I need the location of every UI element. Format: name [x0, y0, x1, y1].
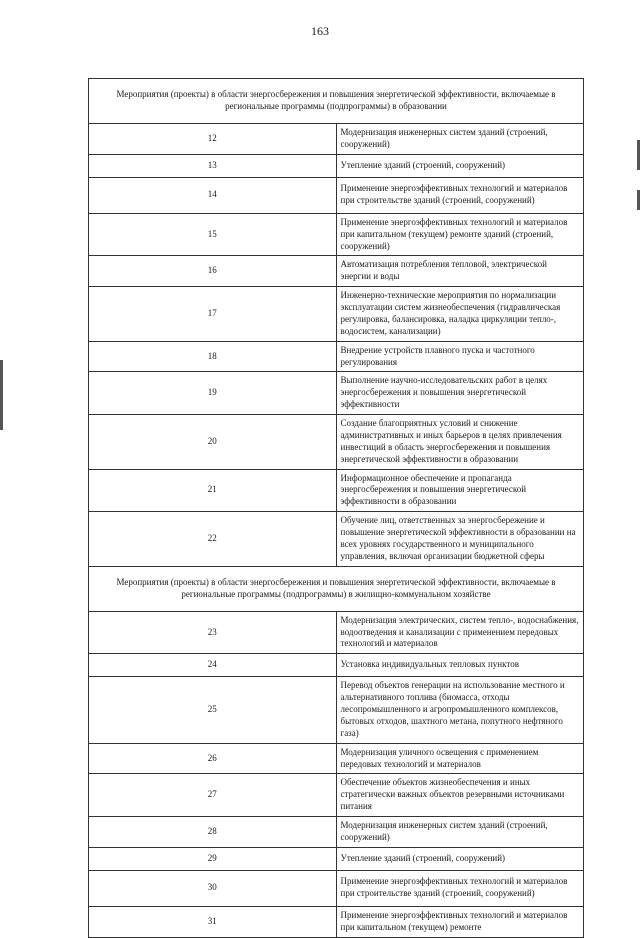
table-row	[89, 154, 584, 177]
row-number: 30	[89, 870, 337, 906]
section-heading-housing: Мероприятия (проекты) в области энергосбережения и повышения энергетической эффективности, включаемые в региональные программы (подпрограммы) в жилищно-коммунальном хозяйстве	[89, 566, 584, 611]
row-text: Применение энергоэффективных технологий и материалов при строительстве зданий (строений, сооружений)	[336, 177, 584, 213]
table-row	[89, 611, 584, 654]
row-number: 27	[89, 774, 337, 817]
table-row	[89, 256, 584, 287]
row-number: 12	[89, 124, 337, 155]
row-text: Обучение лиц, ответственных за энергосбережение и повышение энергетической эффективности в образовании на всех уровнях государственного и муниципального управления, включая организации бюджетной сферы	[336, 512, 584, 567]
row-text: Применение энергоэффективных технологий и материалов при строительстве зданий (строений, сооружений)	[336, 870, 584, 906]
measures-table	[88, 78, 584, 938]
row-text: Информационное обеспечение и пропаганда энергосбережения и повышения энергетической эффективности в образовании	[336, 469, 584, 512]
row-text: Утепление зданий (строений, сооружений)	[336, 154, 584, 177]
table-row	[89, 213, 584, 256]
row-text: Автоматизация потребления тепловой, электрической энергии и воды	[336, 256, 584, 287]
row-text: Перевод объектов генерации на использование местного и альтернативного топлива (биомасса, отходы лесопромышленного и агропромышленного комплексов, бытовых отходов, шахтного метана, попутного нефтяного газа)	[336, 677, 584, 743]
table-row	[89, 415, 584, 470]
row-number: 31	[89, 906, 337, 937]
row-text: Установка индивидуальных тепловых пунктов	[336, 654, 584, 677]
row-text: Создание благоприятных условий и снижение административных и иных барьеров в целях привлечения инвестиций в область энергосбережения и повышения энергетической эффективности в образовании	[336, 415, 584, 470]
row-number: 18	[89, 341, 337, 372]
row-number: 14	[89, 177, 337, 213]
table-row	[89, 677, 584, 743]
table-row	[89, 287, 584, 342]
row-number: 24	[89, 654, 337, 677]
row-number: 21	[89, 469, 337, 512]
row-number: 15	[89, 213, 337, 256]
row-number: 17	[89, 287, 337, 342]
table-row	[89, 743, 584, 774]
row-text: Модернизация электрических, систем тепло-, водоснабжения, водоотведения и канализации с применением передовых технологий и материалов	[336, 611, 584, 654]
table-row	[89, 906, 584, 937]
row-text: Внедрение устройств плавного пуска и частотного регулирования	[336, 341, 584, 372]
row-number: 22	[89, 512, 337, 567]
scan-edge-mark	[0, 360, 3, 430]
table-row	[89, 774, 584, 817]
row-number: 20	[89, 415, 337, 470]
row-text: Модернизация инженерных систем зданий (строений, сооружений)	[336, 124, 584, 155]
row-text: Модернизация инженерных систем зданий (строений, сооружений)	[336, 817, 584, 848]
table-row	[89, 512, 584, 567]
table-row	[89, 847, 584, 870]
row-text: Обеспечение объектов жизнеобеспечения и иных стратегически важных объектов резервными источниками питания	[336, 774, 584, 817]
section-header-row	[89, 79, 584, 124]
row-number: 13	[89, 154, 337, 177]
row-number: 26	[89, 743, 337, 774]
table-row	[89, 124, 584, 155]
page-number: 163	[311, 24, 329, 38]
row-number: 23	[89, 611, 337, 654]
section-heading-education: Мероприятия (проекты) в области энергосбережения и повышения энергетической эффективности, включаемые в региональные программы (подпрограммы) в образовании	[89, 79, 584, 124]
table-row	[89, 341, 584, 372]
table-row	[89, 870, 584, 906]
row-text: Утепление зданий (строений, сооружений)	[336, 847, 584, 870]
table-row	[89, 177, 584, 213]
row-number: 16	[89, 256, 337, 287]
row-number: 29	[89, 847, 337, 870]
row-number: 28	[89, 817, 337, 848]
table-row	[89, 372, 584, 415]
row-text: Применение энергоэффективных технологий и материалов при капитальном (текущем) ремонте зданий (строений, сооружений)	[336, 213, 584, 256]
table-row	[89, 817, 584, 848]
row-text: Модернизация уличного освещения с применением передовых технологий и материалов	[336, 743, 584, 774]
row-number: 25	[89, 677, 337, 743]
row-number: 19	[89, 372, 337, 415]
row-text: Применение энергоэффективных технологий и материалов при капитальном (текущем) ремонте	[336, 906, 584, 937]
row-text: Инженерно-технические мероприятия по нормализации эксплуатации систем жизнеобеспечения (гидравлическая регулировка, балансировка, наладка циркуляции тепло-, водосистем, канализации)	[336, 287, 584, 342]
section-header-row	[89, 566, 584, 611]
table-row	[89, 469, 584, 512]
table-row	[89, 654, 584, 677]
row-text: Выполнение научно-исследовательских работ в целях энергосбережения и повышения энергетической эффективности	[336, 372, 584, 415]
